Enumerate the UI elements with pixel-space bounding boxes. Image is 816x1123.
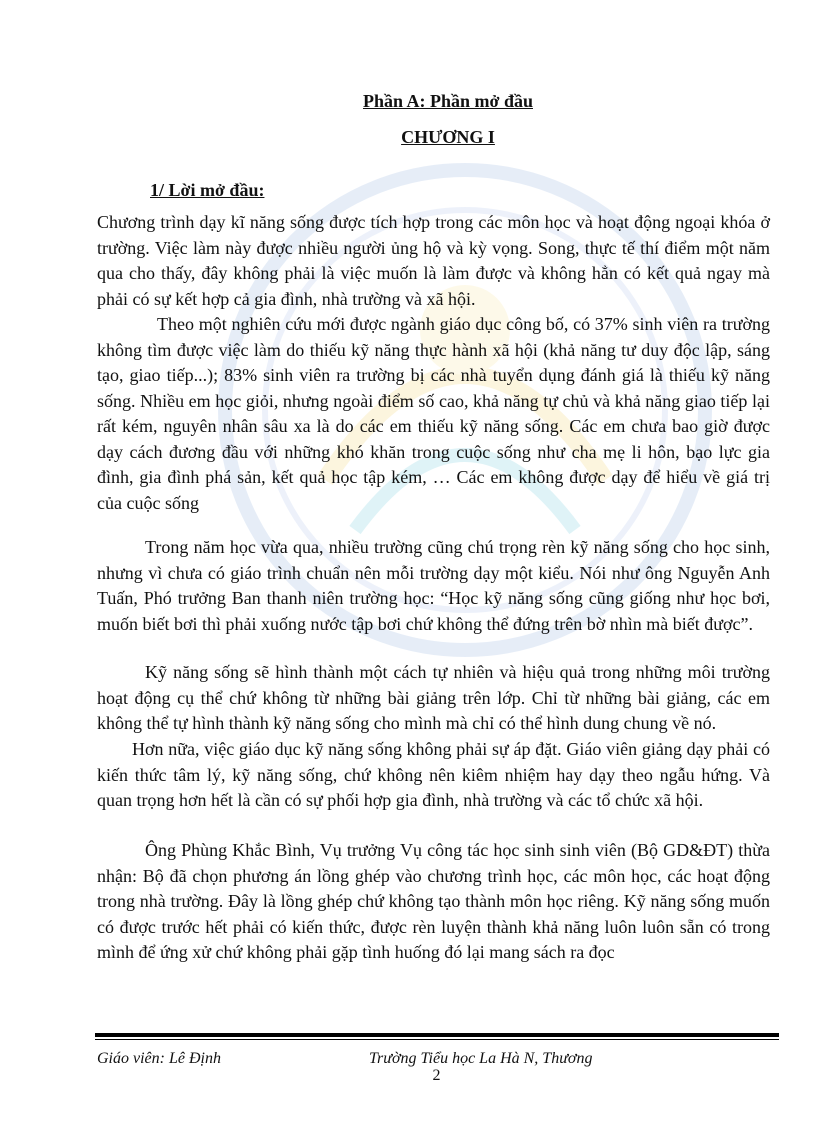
section-heading: 1/ Lời mở đầu: <box>150 180 265 200</box>
footer-divider <box>95 1033 779 1037</box>
paragraph-life-skills: Kỹ năng sống sẽ hình thành một cách tự nhiên và hiệu quả trong những môi trường hoạt động cụ thể chứ không từ những bài giảng trên lớp. Chỉ từ những bài giảng, các em không thể tự hình thành kỹ năng sống cho mình mà chỉ có thể hình dung chung về nó. <box>97 662 770 733</box>
page-number: 2 <box>432 1067 441 1084</box>
footer-divider-thin <box>95 1039 779 1040</box>
paragraph-ministry: Ông Phùng Khắc Bình, Vụ trưởng Vụ công tác học sinh sinh viên (Bộ GD&ĐT) thừa nhận: Bộ đã chọn phương án lồng ghép vào chương trình học, các môn học, các hoạt động trong nhà trường. Đây là lồng ghép chứ không tạo thành môn học riêng. Kỹ năng sống muốn có được trước hết phải có kiến thức, được rèn luyện thành khả năng luôn luôn sẵn có trong mình để ứng xử chứ không phải gặp tình huống đó lại mang sách ra đọc <box>97 840 770 962</box>
part-title: Phần A: Phần mở đầu <box>362 91 533 111</box>
footer-teacher: Giáo viên: Lê Định <box>97 1050 221 1067</box>
paragraph-intro: Chương trình dạy kĩ năng sống được tích hợp trong các môn học và hoạt động ngoại khóa ở trường. Việc làm này được nhiều người ủng hộ và kỳ vọng. Song, thực tế thí điểm một năm qua cho thấy, đây không phải là việc muốn là làm được và không hẳn có kết quả ngay mà phải có sự kết hợp cả gia đình, nhà trường và xã hội. <box>97 212 770 309</box>
paragraph-furthermore: Hơn nữa, việc giáo dục kỹ năng sống không phải sự áp đặt. Giáo viên giảng dạy phải có kiến thức tâm lý, kỹ năng sống, chứ không nên kiêm nhiệm hay dạy theo ngẫu hứng. Và quan trọng hơn hết là cần có sự phối hợp gia đình, nhà trường và các tổ chức xã hội. <box>97 739 770 810</box>
paragraph-research: Theo một nghiên cứu mới được ngành giáo dục công bố, có 37% sinh viên ra trường không tìm được việc làm do thiếu kỹ năng thực hành xã hội (khả năng tư duy độc lập, sáng tạo, giao tiếp...); 83% sinh viên ra trường bị các nhà tuyển dụng đánh giá là thiếu kỹ năng sống. Nhiều em học giỏi, nhưng ngoài điểm số cao, khả năng tự chủ và khả năng giao tiếp lại rất kém, nguyên nhân sâu xa là do các em thiếu kỹ năng sống. Các em chưa bao giờ được dạy cách đương đầu với những khó khăn trong cuộc sống như cha mẹ li hôn, bạo lực gia đình, gia đình phá sản, kết quả học tập kém, … Các em không được dạy để hiểu về giá trị của cuộc sống <box>97 314 770 513</box>
paragraph-school-year: Trong năm học vừa qua, nhiều trường cũng chú trọng rèn kỹ năng sống cho học sinh, nhưng vì chưa có giáo trình chuẩn nên mỗi trường dạy một kiểu. Nói như ông Nguyễn Anh Tuấn, Phó trưởng Ban thanh niên trường học: “Học kỹ năng sống cũng giống như học bơi, muốn biết bơi thì phải xuống nước tập bơi chứ không thể đứng trên bờ nhìn mà biết được”. <box>97 537 770 634</box>
chapter-title: CHƯƠNG I <box>401 127 495 147</box>
footer-school: Trường Tiểu học La Hà N, Thương <box>369 1050 593 1067</box>
